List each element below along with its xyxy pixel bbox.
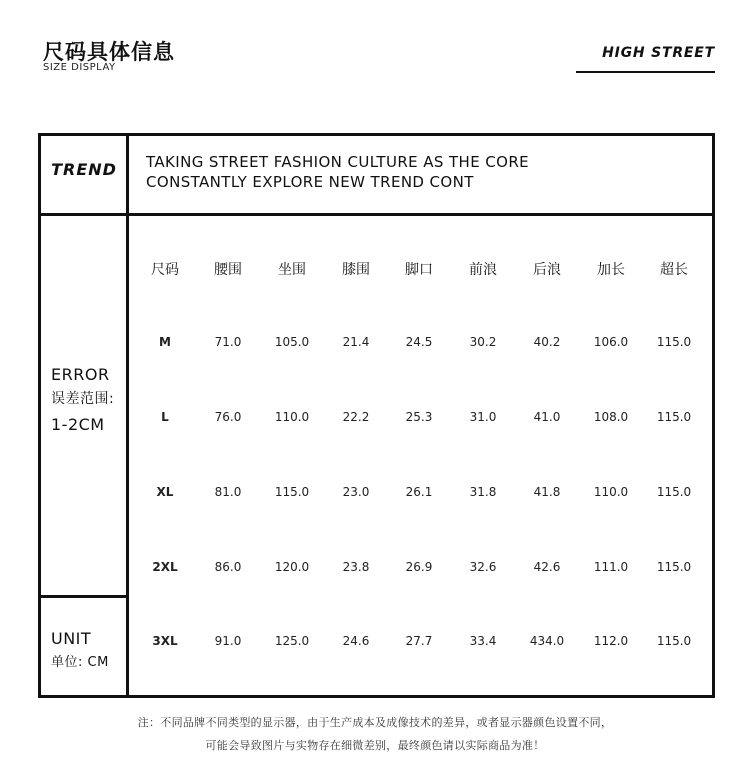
column-header: 脚口: [405, 262, 433, 278]
table-cell: 32.6: [469, 560, 497, 574]
column-header: 尺码: [151, 262, 179, 278]
page-title: 尺码具体信息: [43, 40, 175, 64]
table-cell: 24.6: [342, 634, 370, 648]
table-cell: 31.8: [469, 485, 497, 499]
size-label: 3XL: [152, 634, 178, 648]
table-cell: 115.0: [656, 485, 692, 499]
table-cell: 23.0: [342, 485, 370, 499]
table-cell: 91.0: [214, 634, 242, 648]
table-cell: 81.0: [214, 485, 242, 499]
unit-title: UNIT: [51, 629, 92, 648]
column-header: 膝围: [342, 262, 370, 278]
table-cell: 25.3: [405, 410, 433, 424]
slogan-line-2: CONSTANTLY EXPLORE NEW TREND CONT: [146, 173, 474, 191]
table-cell: 105.0: [274, 335, 310, 349]
size-label: L: [161, 410, 169, 424]
table-cell: 108.0: [593, 410, 629, 424]
column-header: 后浪: [533, 262, 561, 278]
footer-note-line-2: 可能会导致图片与实物存在细微差别，最终颜色请以实际商品为准！: [205, 739, 545, 752]
table-cell: 22.2: [342, 410, 370, 424]
table-cell: 106.0: [593, 335, 629, 349]
table-cell: 76.0: [214, 410, 242, 424]
table-cell: 112.0: [593, 634, 629, 648]
size-label: 2XL: [152, 560, 178, 574]
table-cell: 434.0: [529, 634, 565, 648]
table-cell: 31.0: [469, 410, 497, 424]
size-label: XL: [156, 485, 174, 499]
column-header: 超长: [660, 262, 688, 278]
column-header: 坐围: [278, 262, 306, 278]
table-cell: 42.6: [533, 560, 561, 574]
trend-tag: TREND: [51, 160, 117, 179]
table-cell: 125.0: [274, 634, 310, 648]
table-cell: 111.0: [593, 560, 629, 574]
table-cell: 21.4: [342, 335, 370, 349]
table-cell: 115.0: [656, 560, 692, 574]
table-cell: 110.0: [593, 485, 629, 499]
table-cell: 24.5: [405, 335, 433, 349]
brand-label: HIGH STREET: [602, 45, 715, 61]
column-header: 前浪: [469, 262, 497, 278]
error-title: ERROR: [51, 365, 110, 384]
table-cell: 41.8: [533, 485, 561, 499]
slogan-line-1: TAKING STREET FASHION CULTURE AS THE CORE: [146, 153, 530, 171]
page-subtitle: SIZE DISPLAY: [43, 62, 116, 73]
table-cell: 26.1: [405, 485, 433, 499]
table-cell: 115.0: [656, 410, 692, 424]
table-cell: 27.7: [405, 634, 433, 648]
table-cell: 30.2: [469, 335, 497, 349]
table-cell: 41.0: [533, 410, 561, 424]
column-header: 加长: [597, 262, 625, 278]
table-cell: 115.0: [656, 335, 692, 349]
unit-label-cn: 单位: CM: [51, 655, 109, 670]
table-cell: 110.0: [274, 410, 310, 424]
footer-note-line-1: 注：不同品牌不同类型的显示器，由于生产成本及成像技术的差异，或者显示器颜色设置不同，: [137, 716, 613, 729]
error-label-cn: 误差范围:: [51, 391, 115, 407]
table-cell: 115.0: [656, 634, 692, 648]
table-cell: 86.0: [214, 560, 242, 574]
table-cell: 23.8: [342, 560, 370, 574]
table-cell: 33.4: [469, 634, 497, 648]
column-header: 腰围: [214, 262, 242, 278]
table-cell: 71.0: [214, 335, 242, 349]
table-cell: 115.0: [274, 485, 310, 499]
error-range-value: 1-2CM: [51, 415, 105, 434]
table-cell: 26.9: [405, 560, 433, 574]
table-cell: 40.2: [533, 335, 561, 349]
table-cell: 120.0: [274, 560, 310, 574]
size-label: M: [159, 335, 171, 349]
